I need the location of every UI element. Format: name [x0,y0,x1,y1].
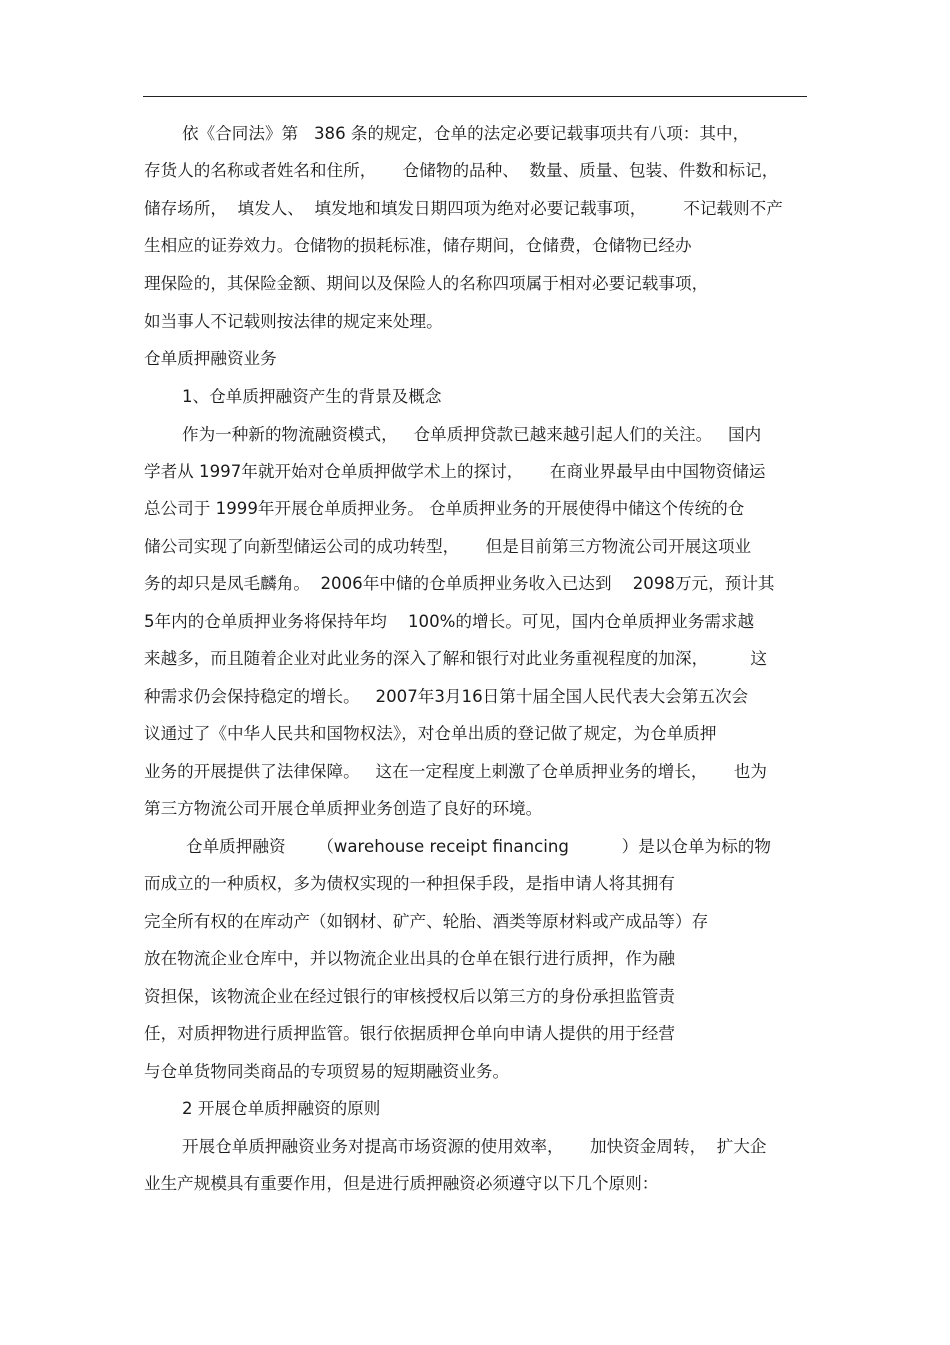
paragraph-line: 储公司实现了向新型储运公司的成功转型， 但是目前第三方物流公司开展这项业 [144,537,752,556]
paragraph-line: 如当事人不记载则按法律的规定来处理。 [144,312,443,331]
subsection-heading: 1、仓单质押融资产生的背景及概念 [182,387,442,406]
paragraph-line: 与仓单货物同类商品的专项贸易的短期融资业务。 [144,1062,510,1081]
paragraph-line: 放在物流企业仓库中，并以物流企业出具的仓单在银行进行质押，作为融 [144,949,675,968]
section-heading: 仓单质押融资业务 [144,349,277,368]
paragraph-line: 理保险的，其保险金额、期间以及保险人的名称四项属于相对必要记载事项， [144,274,709,293]
paragraph-line: 仓单质押融资 （warehouse receipt financing ）是以仓单为标的物 [186,837,771,856]
header-rule [143,96,807,97]
paragraph-line: 业务的开展提供了法律保障。 这在一定程度上刺激了仓单质押业务的增长， 也为 [144,762,767,781]
paragraph-line: 作为一种新的物流融资模式， 仓单质押贷款已越来越引起人们的关注。 国内 [182,425,762,444]
paragraph-line: 业生产规模具有重要作用，但是进行质押融资必须遵守以下几个原则： [144,1174,659,1193]
subsection-heading: 2 开展仓单质押融资的原则 [182,1099,381,1118]
paragraph-line: 资担保，该物流企业在经过银行的审核授权后以第三方的身份承担监管责 [144,987,675,1006]
paragraph-line: 开展仓单质押融资业务对提高市场资源的使用效率， 加快资金周转， 扩大企 [182,1137,767,1156]
paragraph-line: 种需求仍会保持稳定的增长。 2007年3月16日第十届全国人民代表大会第五次会 [144,687,749,706]
paragraph-line: 务的却只是凤毛麟角。 2006年中储的仓单质押业务收入已达到 2098万元，预计其 [144,574,775,593]
paragraph-line: 而成立的一种质权，多为债权实现的一种担保手段，是指申请人将其拥有 [144,874,675,893]
paragraph-line: 议通过了《中华人民共和国物权法》，对仓单出质的登记做了规定，为仓单质押 [144,724,717,743]
paragraph-line: 来越多，而且随着企业对此业务的深入了解和银行对此业务重视程度的加深， 这 [144,649,767,668]
paragraph-line: 完全所有权的在库动产（如钢材、矿产、轮胎、酒类等原材料或产成品等）存 [144,912,709,931]
paragraph-line: 学者从 1997年就开始对仓单质押做学术上的探讨， 在商业界最早由中国物资储运 [144,462,766,481]
paragraph-line: 任，对质押物进行质押监管。银行依据质押仓单向申请人提供的用于经营 [144,1024,675,1043]
paragraph-line: 依《合同法》第 386 条的规定，仓单的法定必要记载事项共有八项：其中， [182,124,750,143]
paragraph-line: 储存场所， 填发人、 填发地和填发日期四项为绝对必要记载事项， 不记载则不产 [144,199,783,218]
paragraph-line: 总公司于 1999年开展仓单质押业务。 仓单质押业务的开展使得中储这个传统的仓 [144,499,745,518]
paragraph-line: 生相应的证券效力。仓储物的损耗标准，储存期间，仓储费，仓储物已经办 [144,236,692,255]
paragraph-line: 存货人的名称或者姓名和住所， 仓储物的品种、 数量、质量、包装、件数和标记， [144,161,779,180]
paragraph-line: 第三方物流公司开展仓单质押业务创造了良好的环境。 [144,799,543,818]
paragraph-line: 5年内的仓单质押业务将保持年均 100%的增长。可见，国内仓单质押业务需求越 [144,612,755,631]
